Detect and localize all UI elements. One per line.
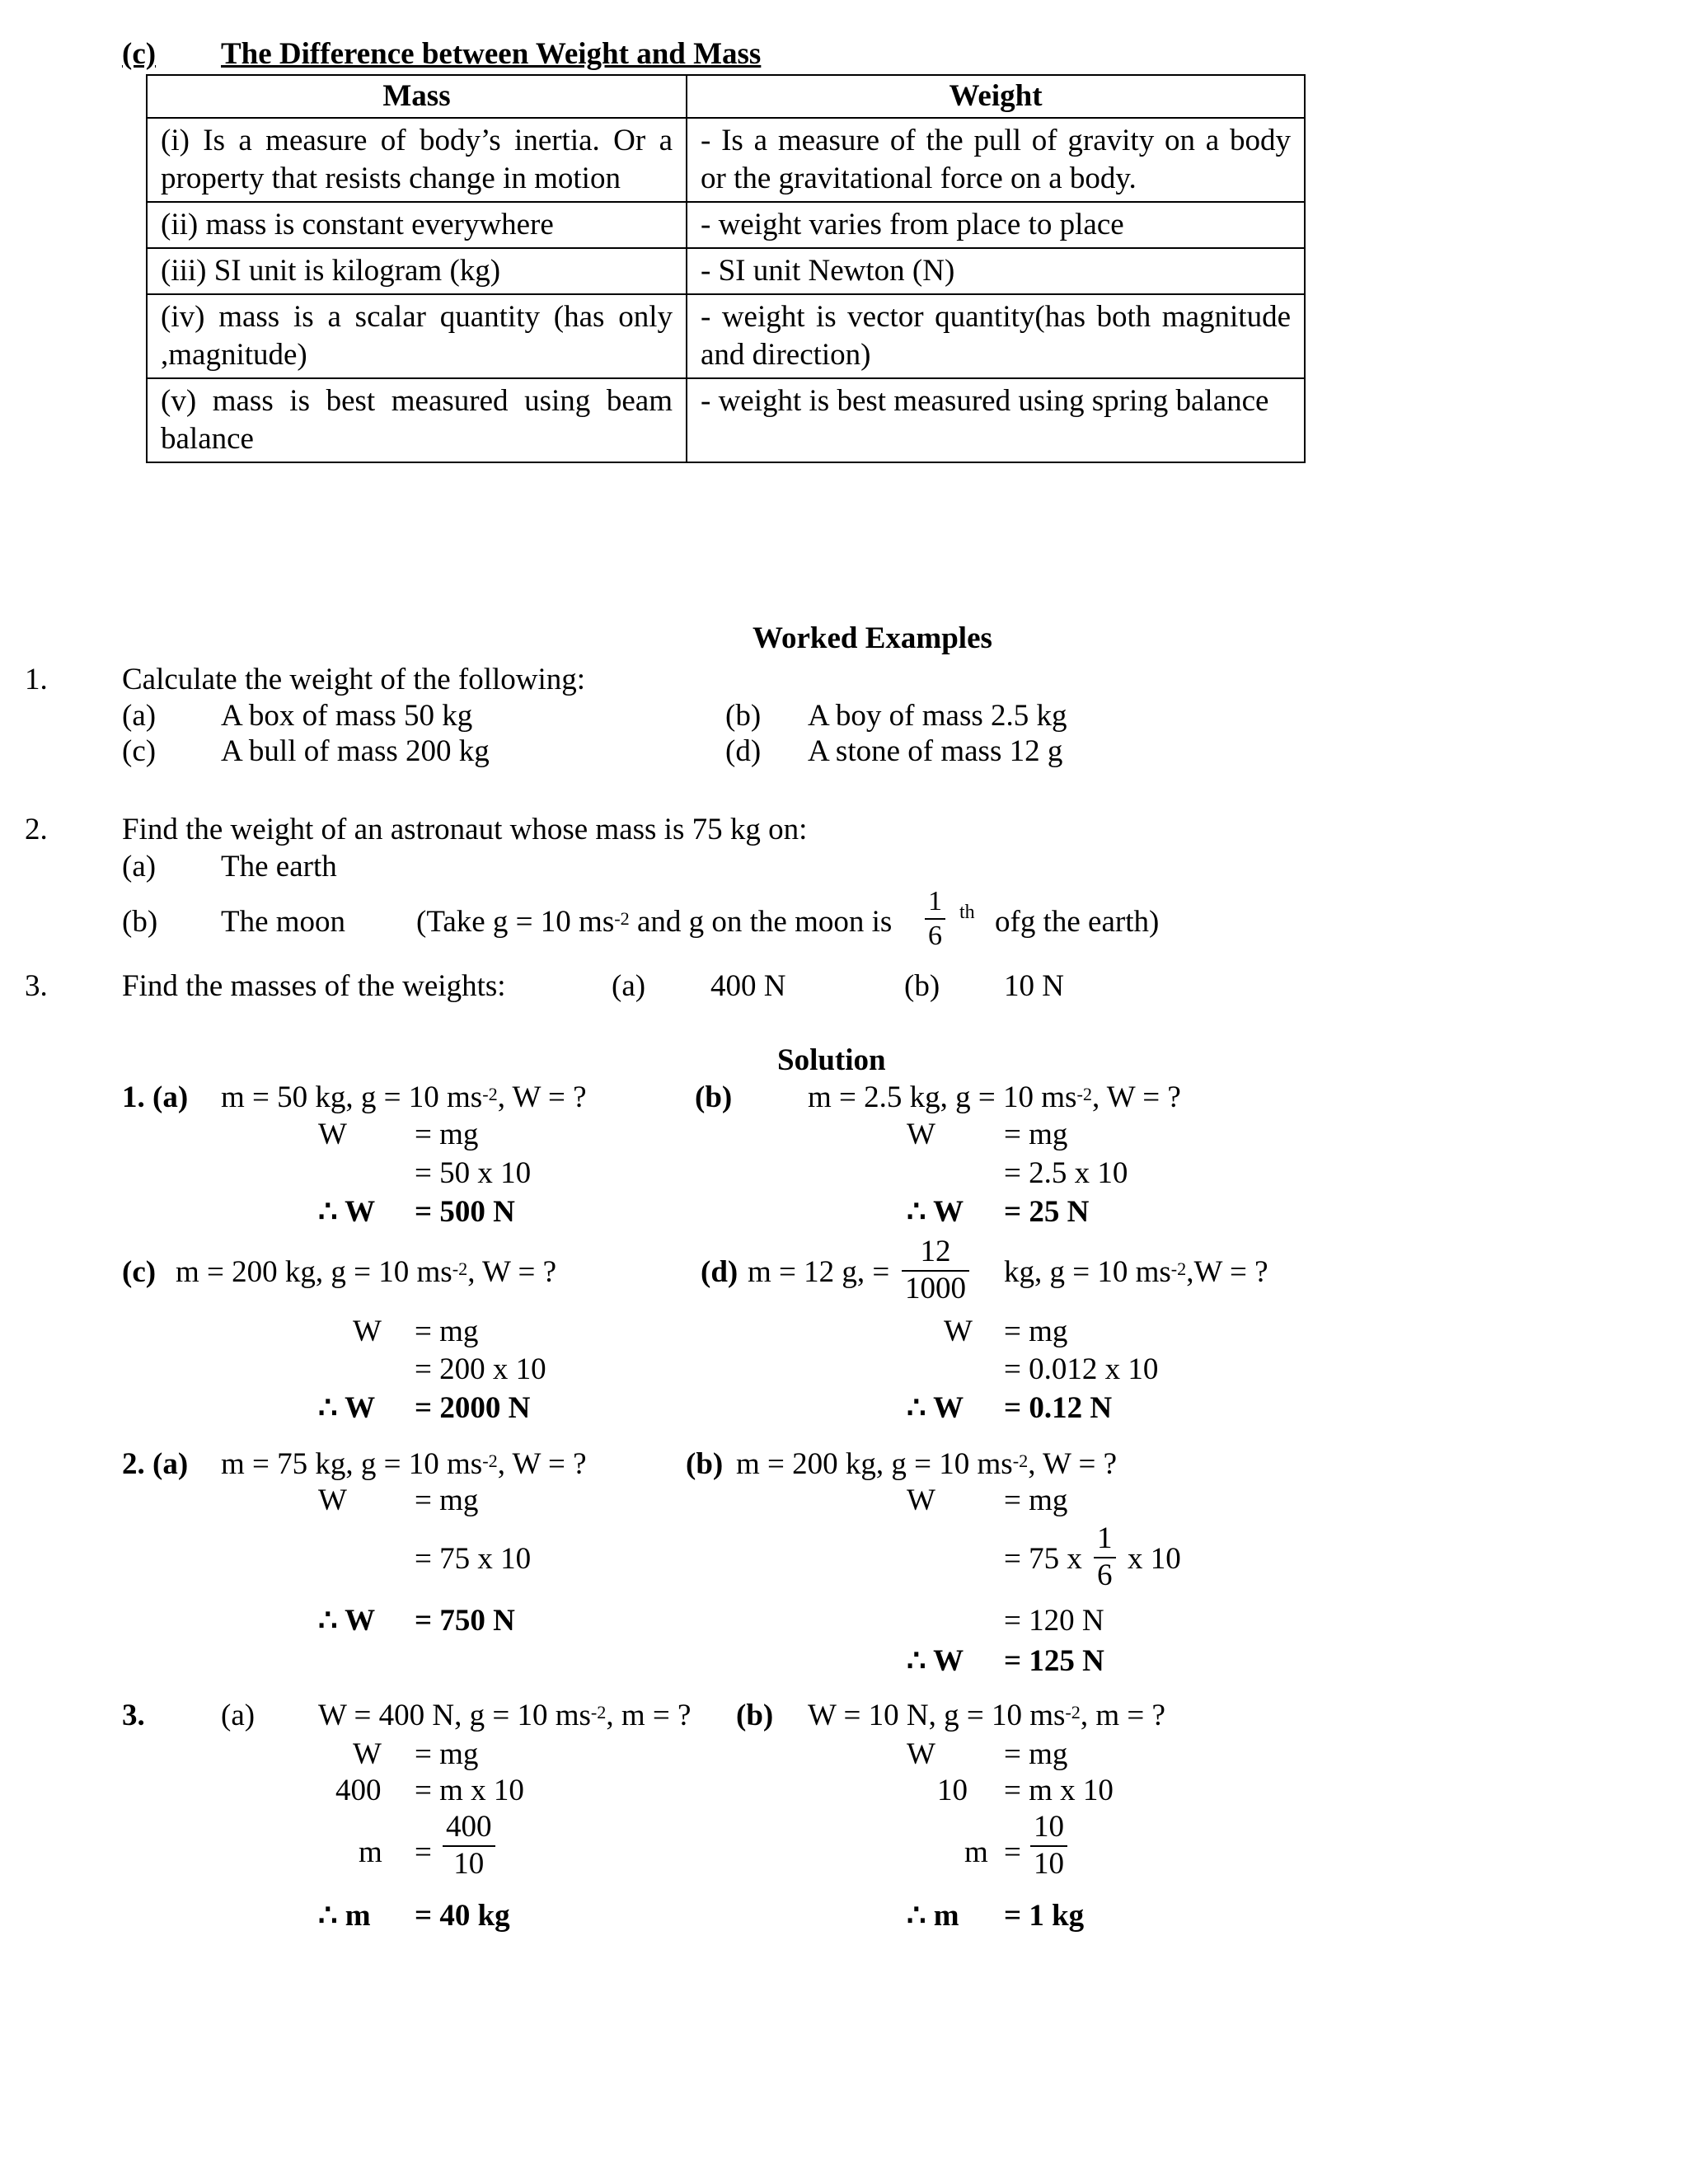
therefore-symbol: ∴ W <box>907 1391 964 1425</box>
solution-heading: Solution <box>777 1043 886 1077</box>
table-row <box>147 294 1305 378</box>
question-text: Calculate the weight of the following: <box>122 663 586 696</box>
answer: = 750 N <box>415 1604 515 1638</box>
solution-label: (b) <box>736 1699 774 1732</box>
option-text: A boy of mass 2.5 kg <box>808 699 1067 733</box>
step-line-cont: x 10 <box>1128 1542 1181 1576</box>
question-text: Find the weight of an astronaut whose mass is 75 kg on: <box>122 813 808 846</box>
question-number: 1. <box>25 663 48 696</box>
option-text: A bull of mass 200 kg <box>221 734 490 768</box>
option-text: A box of mass 50 kg <box>221 699 473 733</box>
weight-cell: - Is a measure of the pull of gravity on a body or the gravitational force on a body. <box>687 118 1305 202</box>
answer: = 1 kg <box>1004 1899 1085 1933</box>
option-text: The moon <box>221 905 346 939</box>
given-line: m = 2.5 kg, g = 10 $ms^{-2}$, W = ? <box>808 1080 1181 1114</box>
table-row <box>147 248 1305 294</box>
section-label: (c) <box>122 37 157 71</box>
step-line: = 120 N <box>1004 1604 1104 1638</box>
symbol-w: W <box>318 1118 347 1151</box>
step-line: = 75 x 10 <box>415 1542 532 1576</box>
question-number: 2. <box>25 813 48 846</box>
table-row <box>147 118 1305 202</box>
symbol-w: W <box>318 1483 347 1517</box>
answer: = 40 kg <box>415 1899 510 1933</box>
option-label: (b) <box>904 969 940 1003</box>
step-line: = mg <box>415 1118 479 1151</box>
option-label: (a) <box>122 850 157 883</box>
option-label: (b) <box>725 699 762 733</box>
given-line: m = 75 kg, g = 10 $ms^{-2}$, W = ? <box>221 1447 587 1481</box>
worked-examples-heading: Worked Examples <box>753 621 992 655</box>
step-line: = mg <box>415 1483 479 1517</box>
table-row <box>147 378 1305 462</box>
step-line: = mg <box>1004 1118 1068 1151</box>
given-line: m = 50 kg, g = 10 $ms^{-2}$, W = ? <box>221 1080 587 1114</box>
given-line: m = 12 g, = <box>748 1255 890 1289</box>
answer: = 0.12 N <box>1004 1391 1113 1425</box>
step-line: = 50 x 10 <box>415 1156 532 1190</box>
header-mass: Mass <box>147 75 687 118</box>
comparison-table <box>146 74 1306 463</box>
step-line: = m x 10 <box>1004 1774 1114 1807</box>
header-weight: Weight <box>687 75 1305 118</box>
step-line: = m x 10 <box>415 1774 524 1807</box>
mass-cell: (ii) mass is constant everywhere <box>147 202 687 248</box>
solution-label: (c) <box>122 1255 157 1289</box>
solution-label: (a) <box>221 1699 256 1732</box>
step-line: = mg <box>1004 1315 1068 1348</box>
option-text: A stone of mass 12 g <box>808 734 1063 768</box>
symbol-m: m <box>964 1835 988 1869</box>
therefore-symbol: ∴ W <box>318 1195 376 1229</box>
equals-sign: = <box>1004 1835 1021 1869</box>
therefore-symbol: ∴ m <box>318 1899 371 1933</box>
symbol-m: m <box>359 1835 382 1869</box>
step-line: = 200 x 10 <box>415 1352 546 1386</box>
symbol-w: W <box>353 1315 382 1348</box>
solution-label: (b) <box>686 1447 724 1481</box>
weight-cell: - weight varies from place to place <box>687 202 1305 248</box>
step-line: = mg <box>1004 1483 1068 1517</box>
equals-sign: = <box>415 1835 432 1869</box>
option-text: 10 N <box>1004 969 1064 1003</box>
moon-note-end: ofg the earth) <box>995 905 1160 939</box>
therefore-symbol: ∴ m <box>907 1899 959 1933</box>
symbol-w: W <box>353 1737 382 1771</box>
solution-number: 3. <box>122 1699 145 1732</box>
question-text: Find the masses of the weights: <box>122 969 506 1003</box>
given-line: m = 200 kg, g = 10 $ms^{-2}$, W = ? <box>176 1255 557 1289</box>
table-row <box>147 202 1305 248</box>
solution-label: 2. (a) <box>122 1447 189 1481</box>
solution-label: (b) <box>695 1080 733 1114</box>
mass-cell: (iv) mass is a scalar quantity (has only ,magnitude) <box>147 294 687 378</box>
mass-cell: (v) mass is best measured using beam balance <box>147 378 687 462</box>
mass-cell: (iii) SI unit is kilogram (kg) <box>147 248 687 294</box>
option-label: (c) <box>122 734 157 768</box>
moon-note: (Take g = 10 $ms^{-2}$ and g on the moon is <box>416 905 893 939</box>
step-line: = mg <box>415 1737 479 1771</box>
solution-label: (d) <box>701 1255 738 1289</box>
weight-cell: - weight is vector quantity(has both magnitude and direction) <box>687 294 1305 378</box>
fraction-10-over-10: 10 10 <box>1030 1811 1067 1881</box>
therefore-symbol: ∴ W <box>318 1391 376 1425</box>
given-line-cont: kg, g = 10 $ms^{-2},W$ = ? <box>1004 1255 1268 1289</box>
solution-label: 1. (a) <box>122 1080 189 1114</box>
given-line: W = 10 N, g = 10 $ms^{-2}$, m = ? <box>808 1699 1165 1732</box>
option-label: (a) <box>612 969 646 1003</box>
symbol-w: W <box>944 1315 973 1348</box>
ordinal-suffix: th <box>959 902 975 923</box>
value: 10 <box>937 1774 968 1807</box>
therefore-symbol: ∴ W <box>907 1644 964 1678</box>
therefore-symbol: ∴ W <box>318 1604 376 1638</box>
answer: = 500 N <box>415 1195 515 1229</box>
section-title: The Difference between Weight and Mass <box>221 37 762 71</box>
given-line: W = 400 N, g = 10 $ms^{-2}$, m = ? <box>318 1699 692 1732</box>
fraction-one-sixth: 1 6 <box>925 887 945 950</box>
step-line: = mg <box>1004 1737 1068 1771</box>
therefore-symbol: ∴ W <box>907 1195 964 1229</box>
option-label: (d) <box>725 734 762 768</box>
option-label: (b) <box>122 905 158 939</box>
table-header-row <box>147 75 1305 118</box>
weight-cell: - SI unit Newton (N) <box>687 248 1305 294</box>
given-line: m = 200 kg, g = 10 $ms^{-2}$, W = ? <box>736 1447 1118 1481</box>
answer: = 2000 N <box>415 1391 531 1425</box>
step-line: = 2.5 x 10 <box>1004 1156 1128 1190</box>
mass-cell: (i) Is a measure of body’s inertia. Or a property that resists change in motion <box>147 118 687 202</box>
question-number: 3. <box>25 969 48 1003</box>
symbol-w: W <box>907 1483 935 1517</box>
answer: = 25 N <box>1004 1195 1090 1229</box>
option-text: The earth <box>221 850 337 883</box>
weight-cell: - weight is best measured using spring balance <box>687 378 1305 462</box>
option-text: 400 N <box>710 969 786 1003</box>
option-label: (a) <box>122 699 157 733</box>
value: 400 <box>335 1774 382 1807</box>
fraction-one-sixth: 1 6 <box>1094 1523 1116 1592</box>
step-line: = mg <box>415 1315 479 1348</box>
step-line: = 75 x <box>1004 1542 1082 1576</box>
step-line: = 0.012 x 10 <box>1004 1352 1159 1386</box>
symbol-w: W <box>907 1737 935 1771</box>
fraction-400-over-10: 400 10 <box>443 1811 495 1881</box>
answer: = 125 N <box>1004 1644 1104 1678</box>
fraction-12-over-1000: 12 1000 <box>902 1236 969 1305</box>
symbol-w: W <box>907 1118 935 1151</box>
